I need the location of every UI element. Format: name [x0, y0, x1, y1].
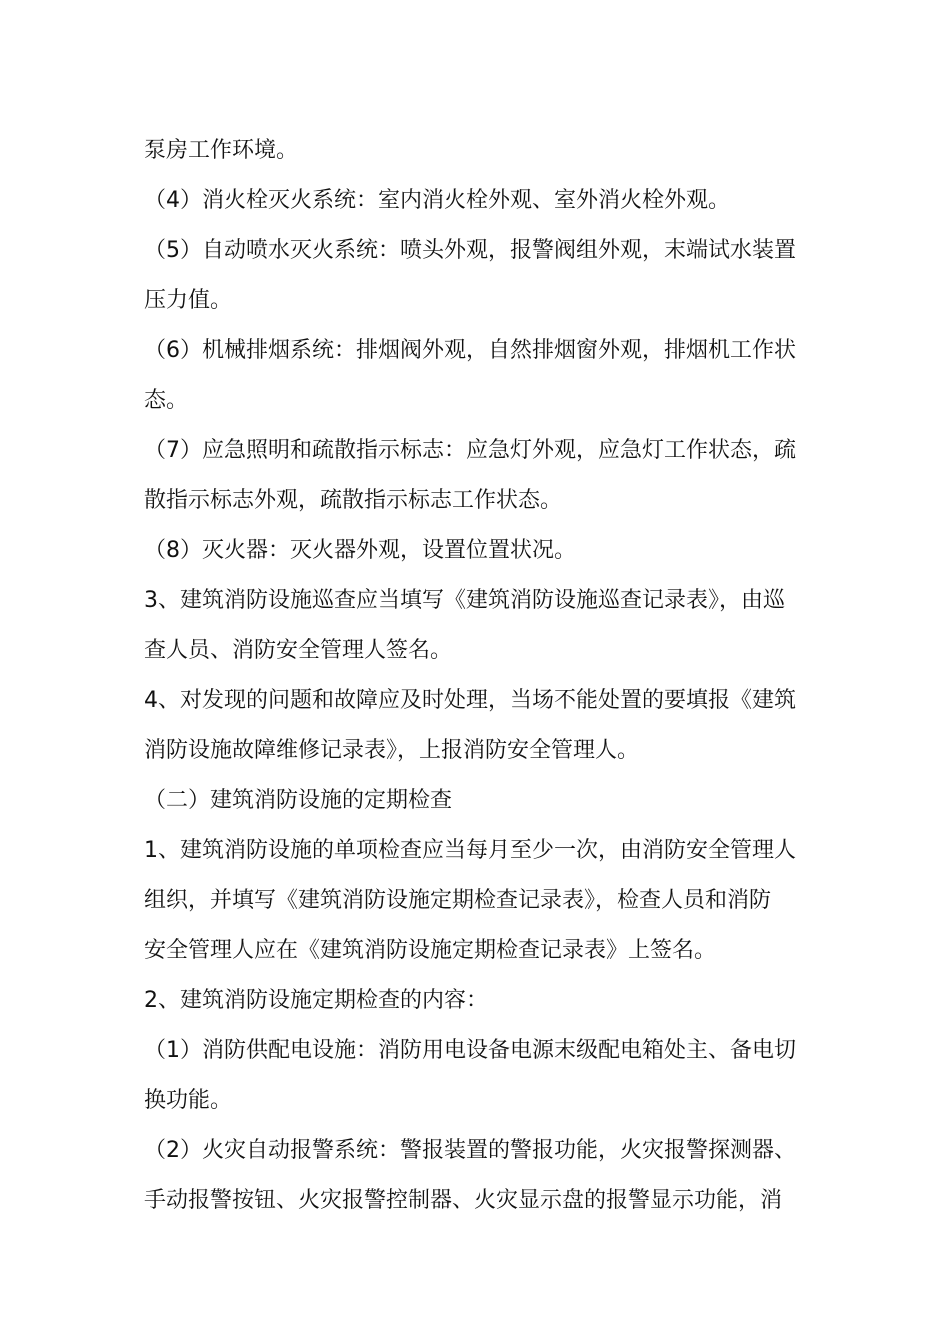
- text-line: （5）自动喷水灭火系统：喷头外观，报警阀组外观，末端试水装置: [144, 238, 796, 263]
- text-line: 消防设施故障维修记录表》，上报消防安全管理人。: [144, 738, 640, 763]
- text-line: 压力值。: [144, 288, 233, 313]
- text-line: （7）应急照明和疏散指示标志：应急灯外观，应急灯工作状态，疏: [144, 438, 796, 463]
- text-line: （8）灭火器：灭火器外观，设置位置状况。: [144, 538, 576, 563]
- text-line: 1、建筑消防设施的单项检查应当每月至少一次，由消防安全管理人: [144, 838, 796, 863]
- text-line: 散指示标志外观，疏散指示标志工作状态。: [144, 488, 563, 513]
- text-line: 查人员、消防安全管理人签名。: [144, 638, 453, 663]
- text-line: （2）火灾自动报警系统：警报装置的警报功能，火灾报警探测器、: [144, 1138, 796, 1163]
- text-line: 组织，并填写《建筑消防设施定期检查记录表》，检查人员和消防: [144, 888, 772, 913]
- text-line: 3、建筑消防设施巡查应当填写《建筑消防设施巡查记录表》，由巡: [144, 588, 785, 613]
- text-line: 态。: [144, 388, 189, 413]
- section-heading: （二）建筑消防设施的定期检查: [144, 788, 453, 813]
- text-line: 4、对发现的问题和故障应及时处理，当场不能处置的要填报《建筑: [144, 688, 796, 713]
- text-line: 换功能。: [144, 1088, 233, 1113]
- text-line: 手动报警按钮、火灾报警控制器、火灾显示盘的报警显示功能，消: [144, 1188, 783, 1213]
- text-line: （1）消防供配电设施：消防用电设备电源末级配电箱处主、备电切: [144, 1038, 796, 1063]
- text-line: 2、建筑消防设施定期检查的内容：: [144, 988, 488, 1013]
- text-line: （6）机械排烟系统：排烟阀外观，自然排烟窗外观，排烟机工作状: [144, 338, 796, 363]
- text-line: （4）消火栓灭火系统：室内消火栓外观、室外消火栓外观。: [144, 188, 730, 213]
- text-line: 泵房工作环境。: [144, 138, 299, 163]
- document-body: [144, 126, 814, 1226]
- text-line: 安全管理人应在《建筑消防设施定期检查记录表》上签名。: [144, 938, 717, 963]
